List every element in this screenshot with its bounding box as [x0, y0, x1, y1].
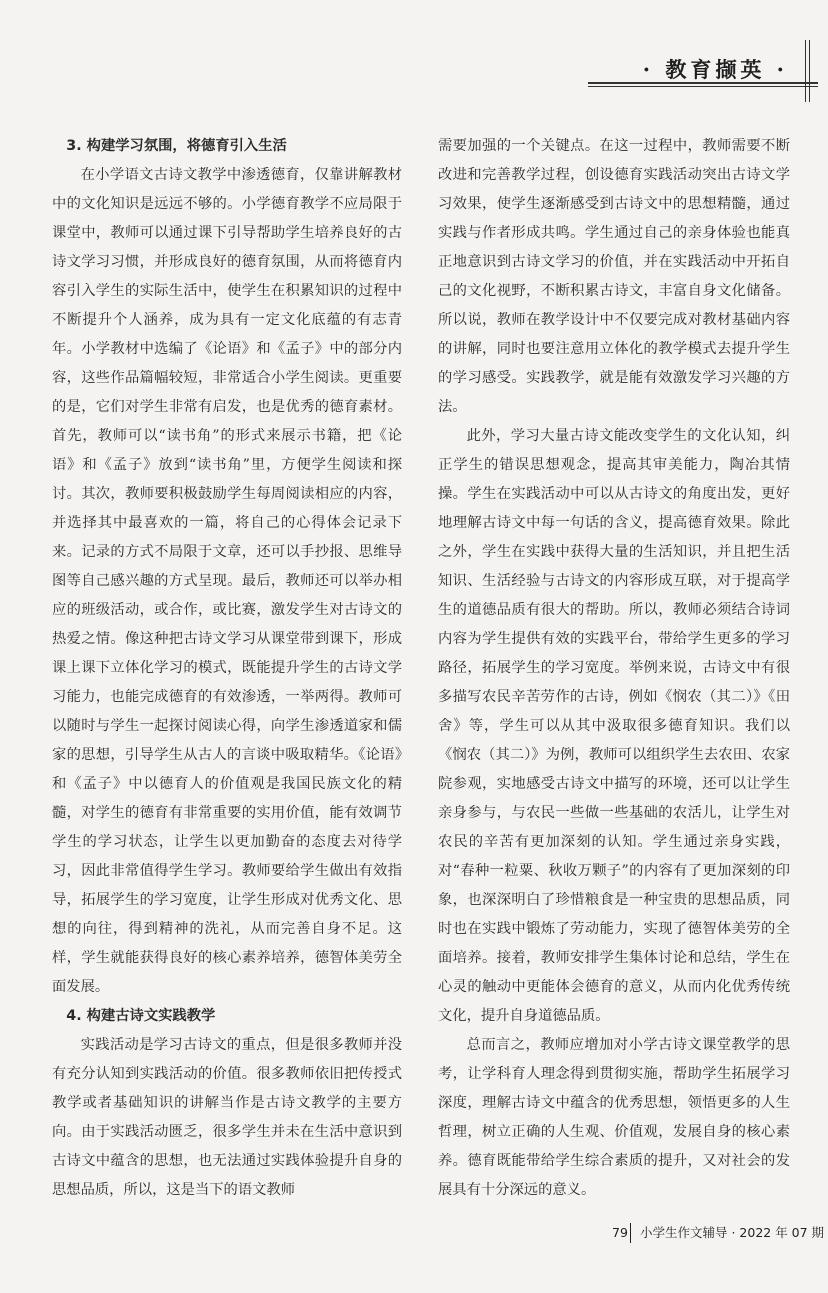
header-rule-top: [588, 82, 818, 84]
heading-4: 4. 构建古诗文实践教学: [66, 1008, 216, 1024]
page-footer: [612, 1222, 827, 1244]
header-rule-bottom: [588, 86, 818, 87]
paragraph-continued: 需要加强的一个关键点。在这一过程中，教师需要不断改进和完善教学过程，创设德育实践活动突出古诗文学习效果，使学生逐渐感受到古诗文中的思想精髓，通过实践与作者形成共鸣。学生通过自己的亲身体验也能真正地意识到古诗文学习的价值，并在实践活动中开拓自己的文化视野，不断积累古诗文，丰富自身文化储备。所以说，教师在教学设计中不仅要完成对教材基础内容的讲解，同时也要注意用立体化的教学模式去提升学生的学习感受。实践教学，就是能有效激发学习兴趣的方法。: [438, 138, 790, 415]
heading-3: 3. 构建学习氛围，将德育引入生活: [66, 138, 287, 154]
header-rule-vertical-2: [809, 40, 810, 102]
paragraph-conclusion: 总而言之，教师应增加对小学古诗文课堂教学的思考，让学科育人理念得到贯彻实施，帮助学生拓展学习深度，理解古诗文中蕴含的优秀思想，领悟更多的人生哲理，树立正确的人生观、价值观，发展自身的核心素养。德育既能带给学生综合素质的提升，又对社会的发展具有十分深远的意义。: [438, 1037, 790, 1198]
right-column: [438, 132, 790, 1205]
journal-info: 小学生作文辅导 · 2022 年 07 期: [640, 1225, 825, 1240]
header-rule-vertical-1: [805, 40, 807, 102]
page-number: 79: [612, 1225, 628, 1240]
paragraph-moreover: 此外，学习大量古诗文能改变学生的文化认知，纠正学生的错误思想观念，提高其审美能力，陶冶其情操。学生在实践活动中可以从古诗文的角度出发，更好地理解古诗文中每一句话的含义，提高德育效果。除此之外，学生在实践中获得大量的生活知识，并且把生活知识、生活经验与古诗文的内容形成互联，对于提高学生的道德品质有很大的帮助。所以，教师必须结合诗词内容为学生提供有效的实践平台，带给学生更多的学习路径，拓展学生的学习宽度。举例来说，古诗文中有很多描写农民辛苦劳作的古诗，例如《悯农（其二）》《田舍》等，学生可以从其中汲取很多德育知识。我们以《悯农（其二）》为例，教师可以组织学生去农田、农家院参观，实地感受古诗文中描写的环境，还可以让学生亲身参与，与农民一些做一些基础的农活儿，让学生对农民的辛苦有更加深刻的认知。学生通过亲身实践，对“春种一粒粟、秋收万颗子”的内容有了更加深刻的印象，也深深明白了珍惜粮食是一种宝贵的思想品质，同时也在实践中锻炼了劳动能力，实现了德智体美劳的全面培养。接着，教师安排学生集体讨论和总结，学生在心灵的触动中更能体会德育的意义，从而内化优秀传统文化，提升自身道德品质。: [438, 428, 790, 1024]
paragraph-3: 在小学语文古诗文教学中渗透德育，仅靠讲解教材中的文化知识是远远不够的。小学德育教学不应局限于课堂中，教师可以通过课下引导帮助学生培养良好的古诗文学习习惯，并形成良好的德育氛围，从而将德育内容引入学生的实际生活中，使学生在积累知识的过程中不断提升个人涵养，成为具有一定文化底蕴的有志青年。小学教材中选编了《论语》和《孟子》中的部分内容，这些作品篇幅较短，非常适合小学生阅读。更重要的是，它们对学生非常有启发，也是优秀的德育素材。首先，教师可以“读书角”的形式来展示书籍，把《论语》和《孟子》放到“读书角”里，方便学生阅读和探讨。其次，教师要积极鼓励学生每周阅读相应的内容，并选择其中最喜欢的一篇，将自己的心得体会记录下来。记录的方式不局限于文章，还可以手抄报、思维导图等自己感兴趣的方式呈现。最后，教师还可以举办相应的班级活动，或合作，或比赛，激发学生对古诗文的热爱之情。像这种把古诗文学习从课堂带到课下，形成课上课下立体化学习的模式，既能提升学生的古诗文学习能力，也能完成德育的有效渗透，一举两得。教师可以随时与学生一起探讨阅读心得，向学生渗透道家和儒家的思想，引导学生从古人的言谈中吸取精华。《论语》和《孟子》中以德育人的价值观是我国民族文化的精髓，对学生的德育有非常重要的实用价值，能有效调节学生的学习状态，让学生以更加勤奋的态度去对待学习，因此非常值得学生学习。教师要给学生做出有效指导，拓展学生的学习宽度，让学生形成对优秀文化、思想的向往，得到精神的洗礼，从而完善自身不足。这样，学生就能获得良好的核心素养培养，德智体美劳全面发展。: [52, 167, 402, 995]
left-column: [52, 132, 402, 1205]
paragraph-4: 实践活动是学习古诗文的重点，但是很多教师并没有充分认知到实践活动的价值。很多教师依旧把传授式教学或者基础知识的讲解当作是古诗文教学的主要方向。由于实践活动匮乏，很多学生并未在生活中意识到古诗文中蕴含的思想，也无法通过实践体验提升自身的思想品质，所以，这是当下的语文教师: [52, 1037, 402, 1198]
footer-separator: [630, 1223, 631, 1243]
section-title: · 教育撷英 ·: [642, 57, 788, 82]
section-header: [588, 40, 818, 110]
